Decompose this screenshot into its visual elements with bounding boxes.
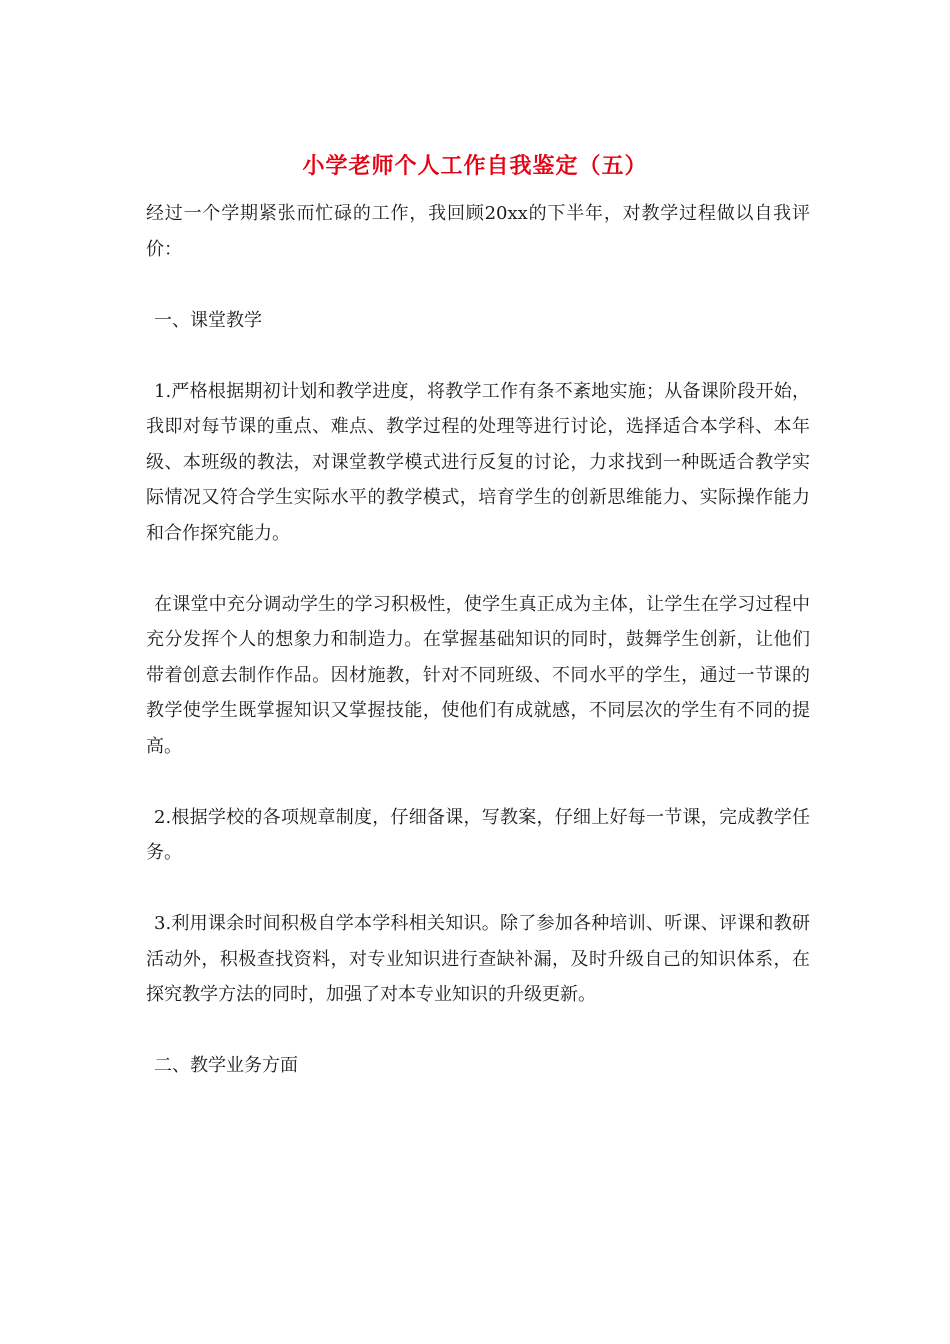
document-body <box>146 196 810 1119</box>
intro-paragraph: 经过一个学期紧张而忙碌的工作，我回顾20xx的下半年，对教学过程做以自我评价： <box>146 203 810 260</box>
section-heading-teaching-business: 二、教学业务方面 <box>154 1055 298 1076</box>
paragraph-item-1: 1.严格根据期初计划和教学进度，将教学工作有条不紊地实施；从备课阶段开始，我即对每节课的重点、难点、教学过程的处理等进行讨论，选择适合本学科、本年级、本班级的教法，对课堂教学模式进行反复的讨论，力求找到一种既适合教学实际情况又符合学生实际水平的教学模式，培育学生的创新思维能力、实际操作能力和合作探究能力。 <box>146 380 810 544</box>
paragraph-item-2: 2.根据学校的各项规章制度，仔细备课，写教案，仔细上好每一节课，完成教学任务。 <box>146 806 810 863</box>
document-title: 小学老师个人工作自我鉴定（五） <box>302 153 648 179</box>
section-heading-classroom-teaching: 一、课堂教学 <box>154 309 262 331</box>
paragraph-classroom-engagement: 在课堂中充分调动学生的学习积极性，使学生真正成为主体，让学生在学习过程中充分发挥个人的想象力和制造力。在掌握基础知识的同时，鼓舞学生创新，让他们带着创意去制作作品。因材施教，针对不同班级、不同水平的学生，通过一节课的教学使学生既掌握知识又掌握技能，使他们有成就感，不同层次的学生有不同的提高。 <box>146 593 810 757</box>
paragraph-item-3: 3.利用课余时间积极自学本学科相关知识。除了参加各种培训、听课、评课和教研活动外，积极查找资料，对专业知识进行查缺补漏，及时升级自己的知识体系，在探究教学方法的同时，加强了对本专业知识的升级更新。 <box>146 913 810 1005</box>
